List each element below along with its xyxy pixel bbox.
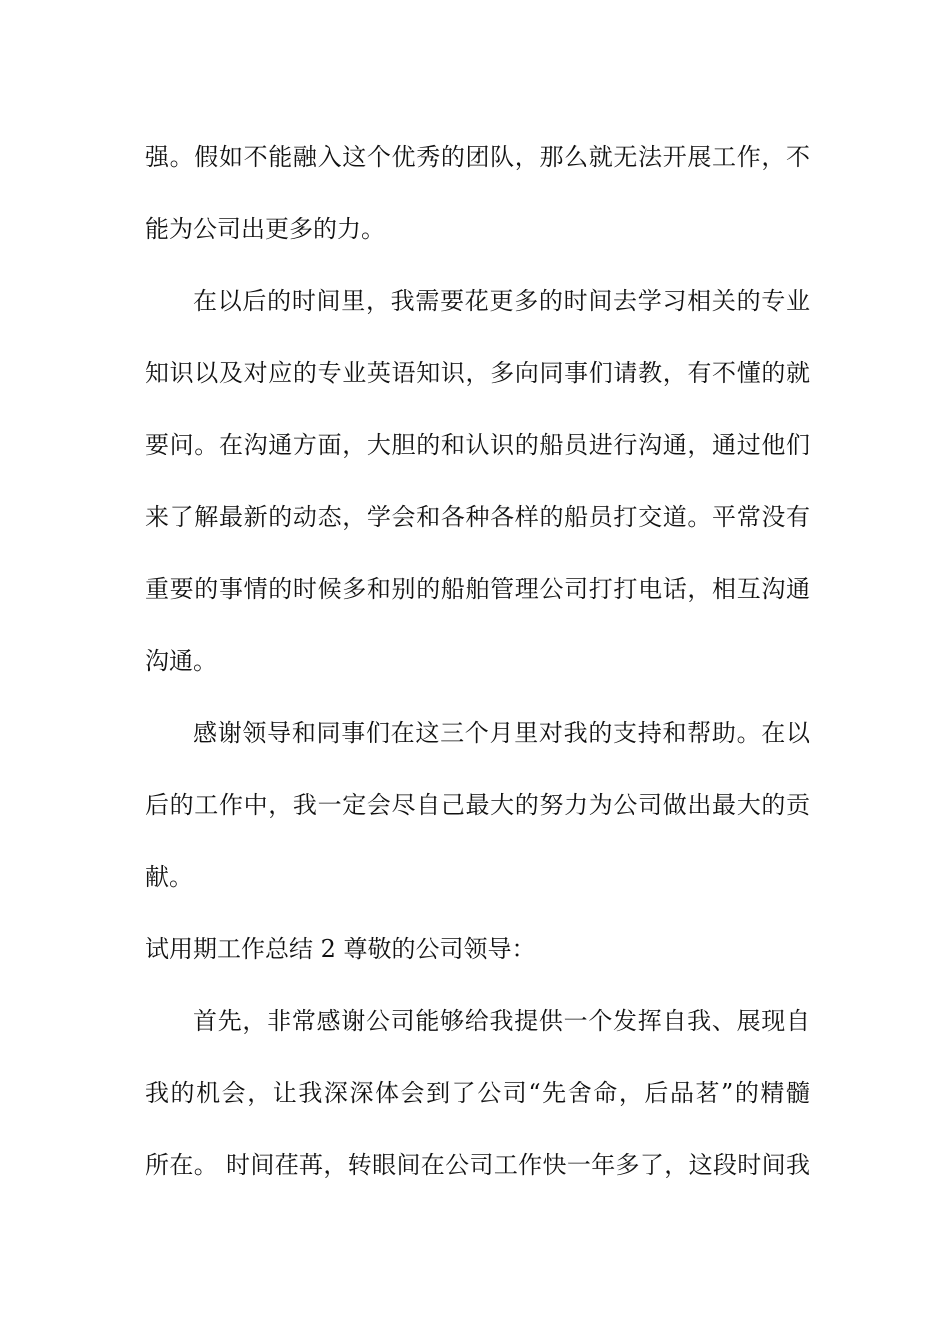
text-line: 在以后的时间里，我需要花更多的时间去学习相关的专业 xyxy=(193,287,810,315)
text-line: 沟通。 xyxy=(145,647,217,675)
text-line: 来了解最新的动态，学会和各种各样的船员打交道。平常没有 xyxy=(145,503,810,531)
text-line: 知识以及对应的专业英语知识，多向同事们请教，有不懂的就 xyxy=(145,359,810,387)
text-line: 感谢领导和同事们在这三个月里对我的支持和帮助。在以 xyxy=(193,719,810,747)
text-line: 所在。 时间荏苒，转眼间在公司工作快一年多了，这段时间我 xyxy=(145,1151,810,1179)
text-line: 能为公司出更多的力。 xyxy=(145,215,385,243)
text-line: 献。 xyxy=(145,863,193,891)
text-line: 强。假如不能融入这个优秀的团队，那么就无法开展工作，不 xyxy=(145,143,810,171)
document-body xyxy=(145,129,810,1194)
text-line: 首先，非常感谢公司能够给我提供一个发挥自我、展现自 xyxy=(193,1007,810,1035)
text-line: 我的机会，让我深深体会到了公司“先舍命，后品茗”的精髓 xyxy=(145,1079,810,1107)
section-heading: 试用期工作总结 2 尊敬的公司领导： xyxy=(145,935,536,963)
text-line: 后的工作中，我一定会尽自己最大的努力为公司做出最大的贡 xyxy=(145,791,810,819)
text-line: 要问。在沟通方面，大胆的和认识的船员进行沟通，通过他们 xyxy=(145,431,810,459)
text-line: 重要的事情的时候多和别的船舶管理公司打打电话，相互沟通 xyxy=(145,575,810,603)
